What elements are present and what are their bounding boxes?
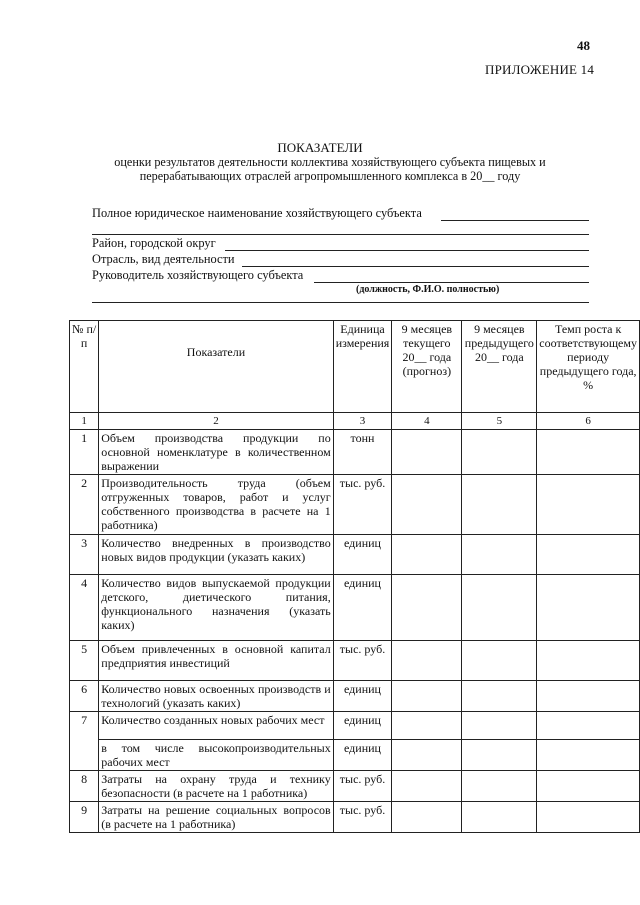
- col-number: 3: [333, 413, 392, 430]
- table-row: [70, 771, 640, 802]
- row-unit: единиц: [333, 681, 392, 712]
- cell-current[interactable]: [392, 535, 462, 575]
- header-growth: Темп роста к соответствующему периоду предыдущего года, %: [537, 321, 640, 413]
- head-line-2[interactable]: [92, 302, 589, 303]
- row-name: Затраты на охрану труда и технику безопасности (в расчете на 1 работника): [99, 771, 333, 802]
- cell-previous[interactable]: [462, 430, 537, 475]
- cell-growth[interactable]: [537, 712, 640, 740]
- col-number: 4: [392, 413, 462, 430]
- row-unit: тыс. руб.: [333, 641, 392, 681]
- row-num: 2: [70, 475, 99, 535]
- cell-growth[interactable]: [537, 641, 640, 681]
- cell-current[interactable]: [392, 740, 462, 771]
- cell-current[interactable]: [392, 641, 462, 681]
- table-row: [70, 535, 640, 575]
- row-unit: тыс. руб.: [333, 771, 392, 802]
- industry-label: Отрасль, вид деятельности: [92, 252, 235, 266]
- col-number: 1: [70, 413, 99, 430]
- row-name: Количество внедренных в производство новых видов продукции (указать каких): [99, 535, 333, 575]
- cell-current[interactable]: [392, 475, 462, 535]
- cell-growth[interactable]: [537, 771, 640, 802]
- row-name: Количество созданных новых рабочих мест: [99, 712, 333, 740]
- table-header-row: [70, 321, 640, 413]
- row-num: 3: [70, 535, 99, 575]
- cell-growth[interactable]: [537, 681, 640, 712]
- table-row: [70, 712, 640, 740]
- table-row: [70, 681, 640, 712]
- cell-previous[interactable]: [462, 681, 537, 712]
- row-name: Объем привлеченных в основной капитал предприятия инвестиций: [99, 641, 333, 681]
- cell-previous[interactable]: [462, 712, 537, 740]
- cell-current[interactable]: [392, 575, 462, 641]
- row-name: Количество новых освоенных производств и технологий (указать каких): [99, 681, 333, 712]
- row-unit: тонн: [333, 430, 392, 475]
- table-row: [70, 740, 640, 771]
- head-line[interactable]: [314, 282, 589, 283]
- row-unit: тыс. руб.: [333, 802, 392, 833]
- cell-previous[interactable]: [462, 641, 537, 681]
- table-row: [70, 575, 640, 641]
- header-current: 9 месяцев текущего 20__ года (прогноз): [392, 321, 462, 413]
- row-num: 9: [70, 802, 99, 833]
- document-title: ПОКАЗАТЕЛИ: [277, 140, 363, 155]
- header-name: Показатели: [99, 321, 333, 413]
- column-number-row: [70, 413, 640, 430]
- legal-name-label: Полное юридическое наименование хозяйствующего субъекта: [92, 206, 422, 220]
- header-unit: Единица измерения: [333, 321, 392, 413]
- row-name: Производительность труда (объем отгруженных товаров, работ и услуг собственного производства в расчете на 1 работника): [99, 475, 333, 535]
- row-unit: единиц: [333, 575, 392, 641]
- row-num: 7: [70, 712, 99, 771]
- header-previous: 9 месяцев предыдущего 20__ года: [462, 321, 537, 413]
- cell-growth[interactable]: [537, 802, 640, 833]
- cell-growth[interactable]: [537, 430, 640, 475]
- table-row: [70, 430, 640, 475]
- table-row: [70, 475, 640, 535]
- row-unit: единиц: [333, 712, 392, 740]
- cell-growth[interactable]: [537, 575, 640, 641]
- cell-previous[interactable]: [462, 740, 537, 771]
- header-num: № п/п: [70, 321, 99, 413]
- cell-growth[interactable]: [537, 535, 640, 575]
- row-unit: единиц: [333, 740, 392, 771]
- col-number: 6: [537, 413, 640, 430]
- row-name: в том числе высокопроизводительных рабочих мест: [99, 740, 333, 771]
- cell-previous[interactable]: [462, 535, 537, 575]
- legal-name-line-2[interactable]: [92, 234, 589, 235]
- indicators-table: [69, 320, 640, 833]
- head-hint: (должность, Ф.И.О. полностью): [356, 284, 500, 295]
- row-num: 8: [70, 771, 99, 802]
- appendix-label: ПРИЛОЖЕНИЕ 14: [485, 62, 595, 77]
- col-number: 5: [462, 413, 537, 430]
- district-line[interactable]: [225, 250, 589, 251]
- cell-previous[interactable]: [462, 771, 537, 802]
- cell-current[interactable]: [392, 802, 462, 833]
- cell-current[interactable]: [392, 771, 462, 802]
- cell-previous[interactable]: [462, 475, 537, 535]
- table-row: [70, 802, 640, 833]
- row-name: Объем производства продукции по основной номенклатуре в количественном выражении: [99, 430, 333, 475]
- cell-growth[interactable]: [537, 475, 640, 535]
- cell-current[interactable]: [392, 430, 462, 475]
- table-row: [70, 641, 640, 681]
- cell-previous[interactable]: [462, 802, 537, 833]
- cell-current[interactable]: [392, 681, 462, 712]
- row-num: 4: [70, 575, 99, 641]
- row-num: 5: [70, 641, 99, 681]
- col-number: 2: [99, 413, 333, 430]
- industry-line[interactable]: [242, 266, 589, 267]
- row-unit: тыс. руб.: [333, 475, 392, 535]
- cell-current[interactable]: [392, 712, 462, 740]
- legal-name-line[interactable]: [441, 220, 589, 221]
- district-label: Район, городской округ: [92, 236, 216, 250]
- row-num: 1: [70, 430, 99, 475]
- row-num: 6: [70, 681, 99, 712]
- row-name: Количество видов выпускаемой продукции детского, диетического питания, функционального назначения (указать каких): [99, 575, 333, 641]
- page-number: 48: [577, 38, 590, 53]
- row-name: Затраты на решение социальных вопросов (в расчете на 1 работника): [99, 802, 333, 833]
- cell-growth[interactable]: [537, 740, 640, 771]
- cell-previous[interactable]: [462, 575, 537, 641]
- head-label: Руководитель хозяйствующего субъекта: [92, 268, 304, 282]
- document-subtitle: оценки результатов деятельности коллектива хозяйствующего субъекта пищевых и перерабатывающих отраслей агропромышленного комплекса в 20__ году: [114, 155, 546, 183]
- row-unit: единиц: [333, 535, 392, 575]
